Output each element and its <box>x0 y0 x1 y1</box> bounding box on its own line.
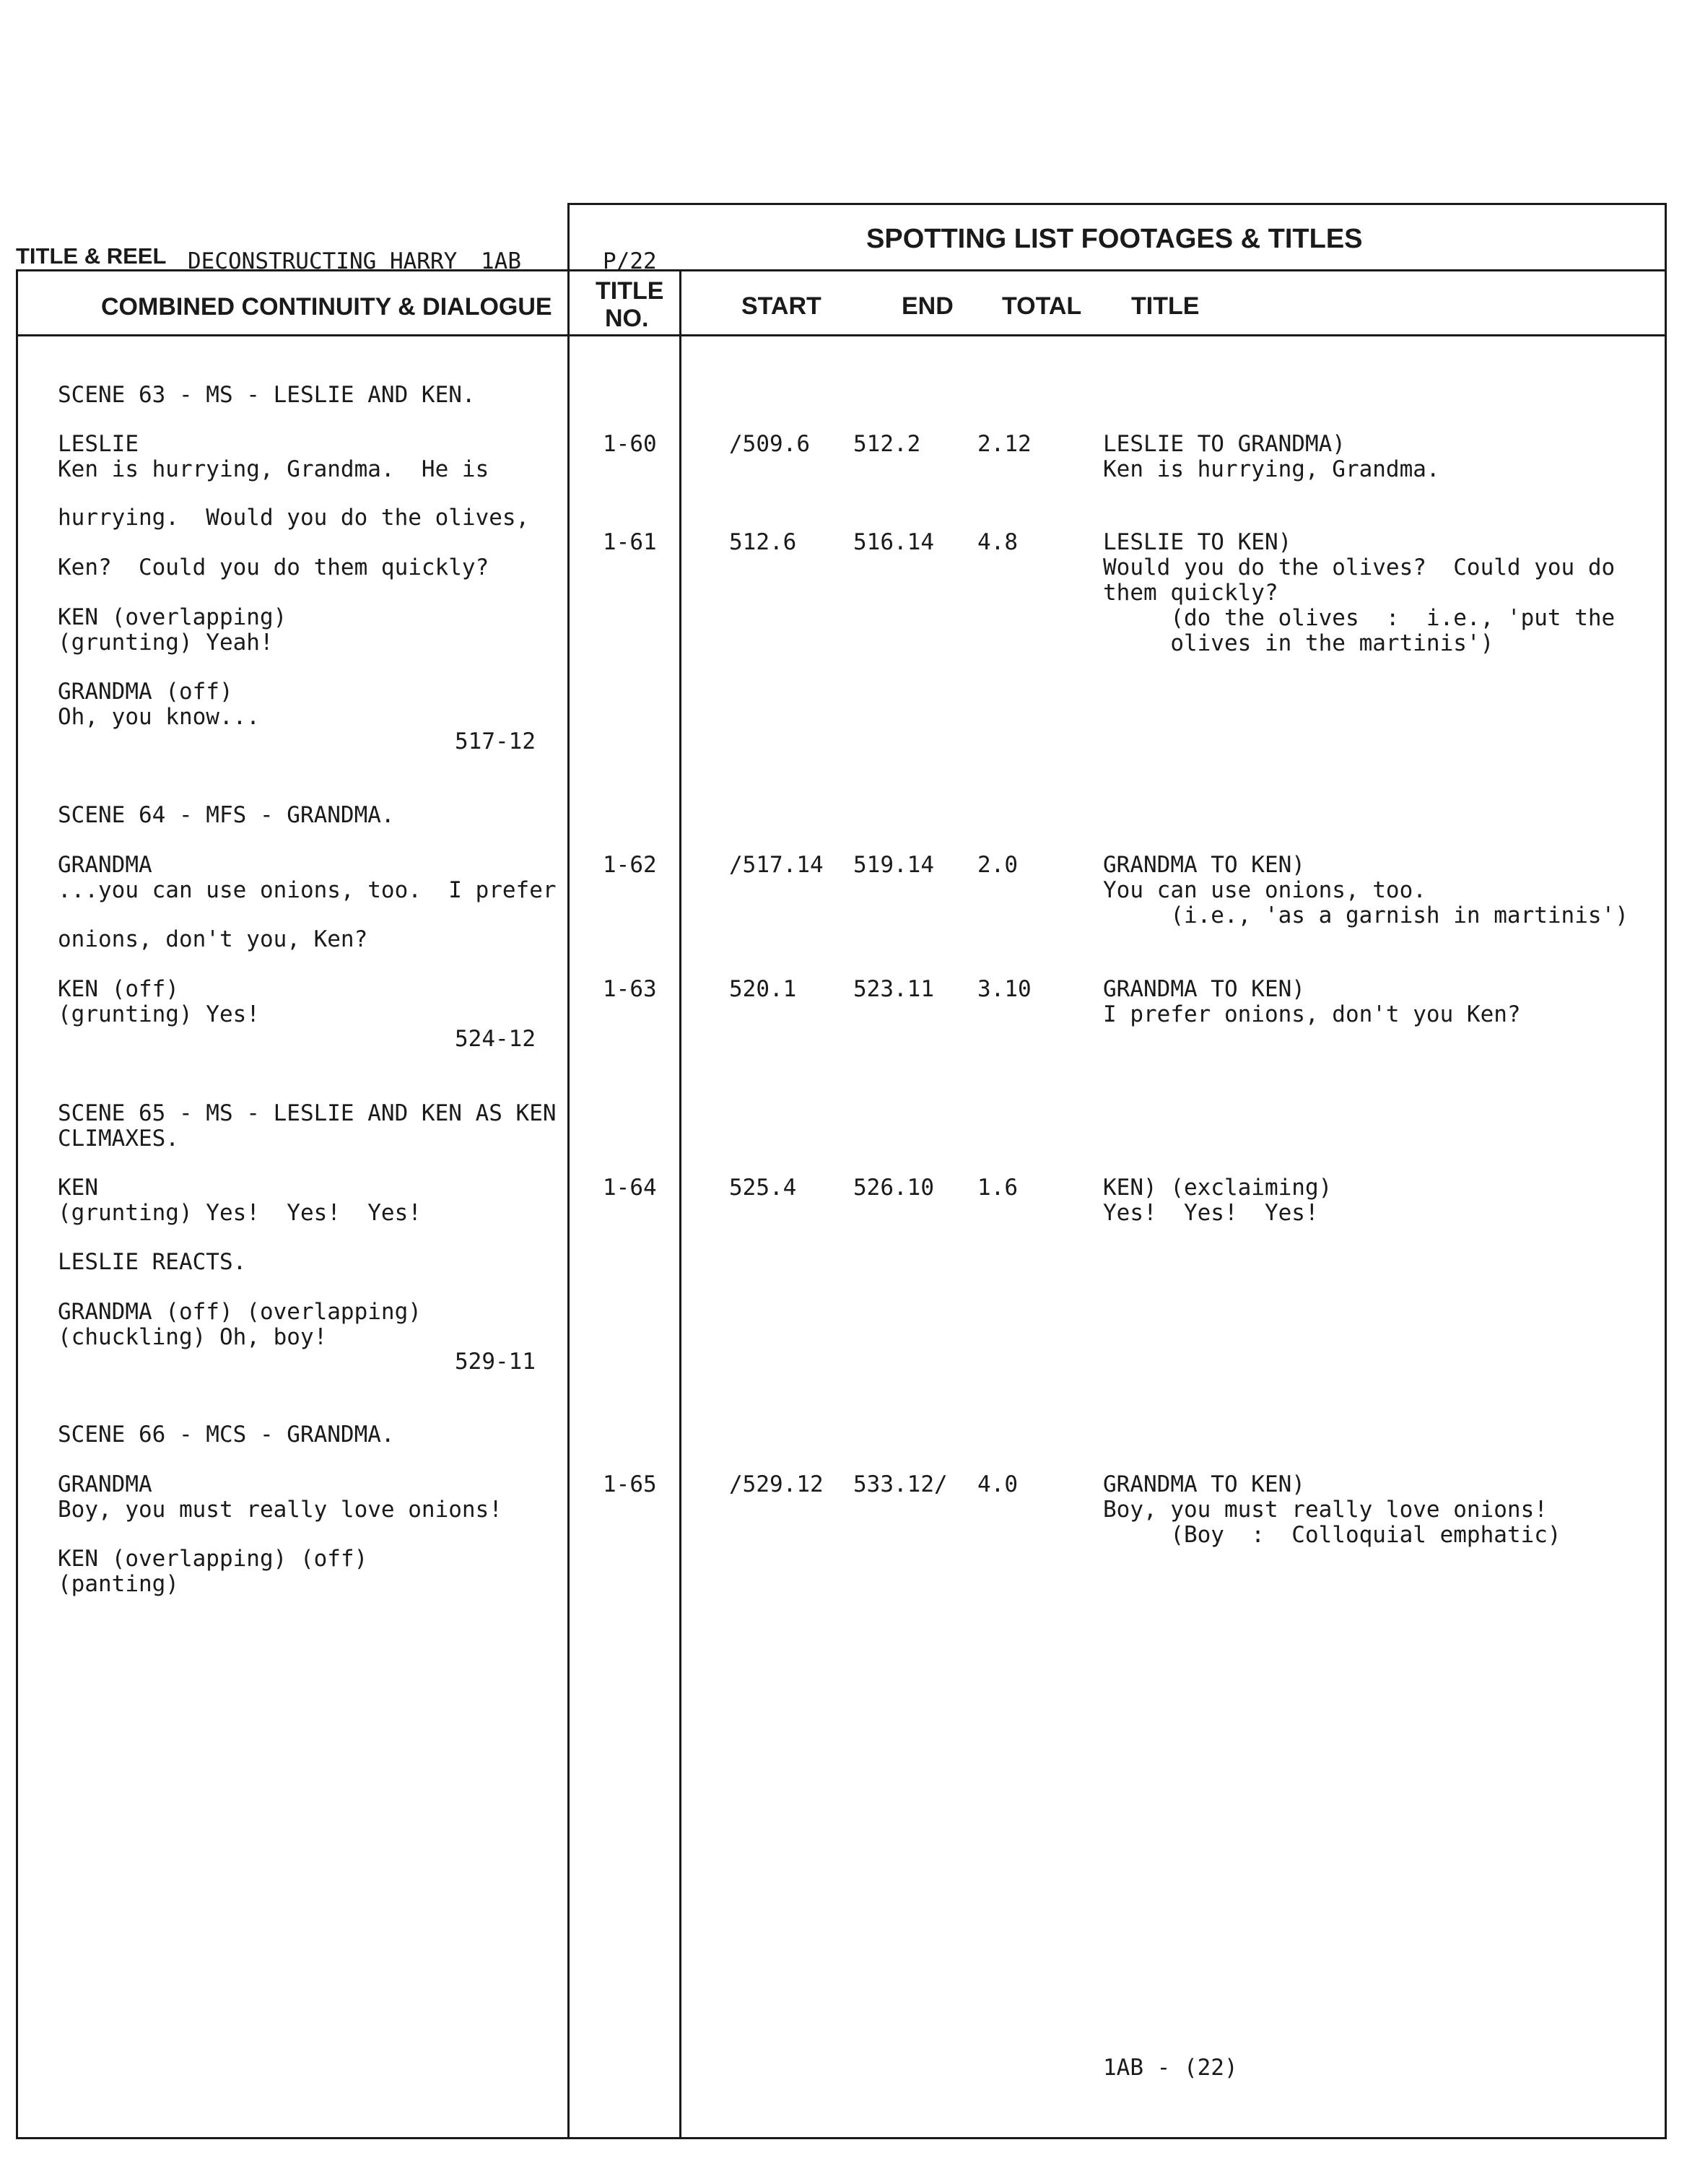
title-text-1-61: LESLIE TO KEN) Would you do the olives? Could you do them quickly? (do the olives : i.e., 'put the olives in the martinis') <box>1103 529 1616 656</box>
title-no-1-64: 1-64 <box>603 1175 657 1201</box>
start-1-62: /517.14 <box>729 852 824 878</box>
grandma-onions: GRANDMA ...you can use onions, too. I prefer <box>58 852 557 903</box>
ken-yes-yes: KEN (grunting) Yes! Yes! Yes! <box>58 1175 422 1226</box>
grandma-you-know: GRANDMA (off) Oh, you know... <box>58 679 260 730</box>
header-bottom-rule <box>16 334 1667 336</box>
divider-continuity-title-no <box>567 269 570 2139</box>
leslie-reacts: LESLIE REACTS. <box>58 1249 247 1275</box>
scene-66-heading: SCENE 66 - MCS - GRANDMA. <box>58 1422 395 1448</box>
start-1-65: /529.12 <box>729 1471 824 1497</box>
grandma-onions-2: onions, don't you, Ken? <box>58 926 368 952</box>
divider-title-no-start <box>679 269 681 2139</box>
left-border <box>16 269 18 2139</box>
film-title: DECONSTRUCTING HARRY <box>188 248 458 274</box>
leslie-line-2: hurrying. Would you do the olives, <box>58 505 530 531</box>
title-text-1-62: GRANDMA TO KEN) You can use onions, too. (i.e., 'as a garnish in martinis') <box>1103 852 1629 928</box>
footage-529-11: 529-11 <box>455 1349 536 1375</box>
end-1-60: 512.2 <box>853 431 921 457</box>
end-heading: END <box>902 292 954 320</box>
continuity-heading: COMBINED CONTINUITY & DIALOGUE <box>101 293 552 321</box>
start-1-60: /509.6 <box>729 431 810 457</box>
scene-63-heading: SCENE 63 - MS - LESLIE AND KEN. <box>58 382 476 408</box>
title-no-1-60: 1-60 <box>603 431 657 457</box>
reel-code: 1AB <box>481 248 521 274</box>
right-border <box>1665 203 1667 2139</box>
title-no-1-65: 1-65 <box>603 1471 657 1497</box>
title-text-1-63: GRANDMA TO KEN) I prefer onions, don't you Ken? <box>1103 976 1521 1027</box>
ken-yeah: KEN (overlapping) (grunting) Yeah! <box>58 604 287 656</box>
total-1-63: 3.10 <box>977 976 1032 1002</box>
start-1-64: 525.4 <box>729 1175 797 1201</box>
spotting-left-border-top <box>567 203 570 271</box>
title-no-heading-1: TITLE <box>596 277 664 305</box>
title-text-1-65: GRANDMA TO KEN) Boy, you must really love onions! (Boy : Colloquial emphatic) <box>1103 1471 1561 1548</box>
title-no-heading-2: NO. <box>605 305 649 332</box>
total-1-60: 2.12 <box>977 431 1032 457</box>
spotting-heading: SPOTTING LIST FOOTAGES & TITLES <box>866 224 1363 254</box>
grandma-oh-boy: GRANDMA (off) (overlapping) (chuckling) Oh, boy! <box>58 1299 422 1350</box>
scene-65-heading: SCENE 65 - MS - LESLIE AND KEN AS KEN CLIMAXES. <box>58 1100 557 1152</box>
end-1-64: 526.10 <box>853 1175 934 1201</box>
end-1-62: 519.14 <box>853 852 934 878</box>
end-1-61: 516.14 <box>853 529 934 555</box>
total-1-65: 4.0 <box>977 1471 1018 1497</box>
title-heading: TITLE <box>1131 292 1200 320</box>
end-1-65: 533.12/ <box>853 1471 948 1497</box>
title-no-1-61: 1-61 <box>603 529 657 555</box>
footage-517-12: 517-12 <box>455 728 536 754</box>
title-no-1-63: 1-63 <box>603 976 657 1002</box>
start-heading: START <box>741 292 821 320</box>
leslie-line-1: LESLIE Ken is hurrying, Grandma. He is <box>58 431 489 482</box>
scene-64-heading: SCENE 64 - MFS - GRANDMA. <box>58 802 395 828</box>
total-heading: TOTAL <box>1002 292 1082 320</box>
ken-yes: KEN (off) (grunting) Yes! <box>58 976 260 1027</box>
total-1-62: 2.0 <box>977 852 1018 878</box>
leslie-line-3: Ken? Could you do them quickly? <box>58 554 489 580</box>
bottom-border <box>16 2137 1667 2139</box>
total-1-61: 4.8 <box>977 529 1018 555</box>
title-text-1-64: KEN) (exclaiming) Yes! Yes! Yes! <box>1103 1175 1333 1226</box>
footage-524-12: 524-12 <box>455 1026 536 1052</box>
page-ref: P/22 <box>603 248 657 274</box>
end-1-63: 523.11 <box>853 976 934 1002</box>
grandma-love-onions: GRANDMA Boy, you must really love onions! <box>58 1471 502 1523</box>
title-reel-label: TITLE & REEL <box>16 243 167 269</box>
start-1-63: 520.1 <box>729 976 797 1002</box>
title-text-1-60: LESLIE TO GRANDMA) Ken is hurrying, Grandma. <box>1103 431 1440 482</box>
ken-panting: KEN (overlapping) (off) (panting) <box>58 1546 368 1597</box>
spotting-top-border <box>567 203 1667 205</box>
title-no-1-62: 1-62 <box>603 852 657 878</box>
total-1-64: 1.6 <box>977 1175 1018 1201</box>
start-1-61: 512.6 <box>729 529 797 555</box>
page-number: 1AB - (22) <box>1103 2055 1238 2081</box>
